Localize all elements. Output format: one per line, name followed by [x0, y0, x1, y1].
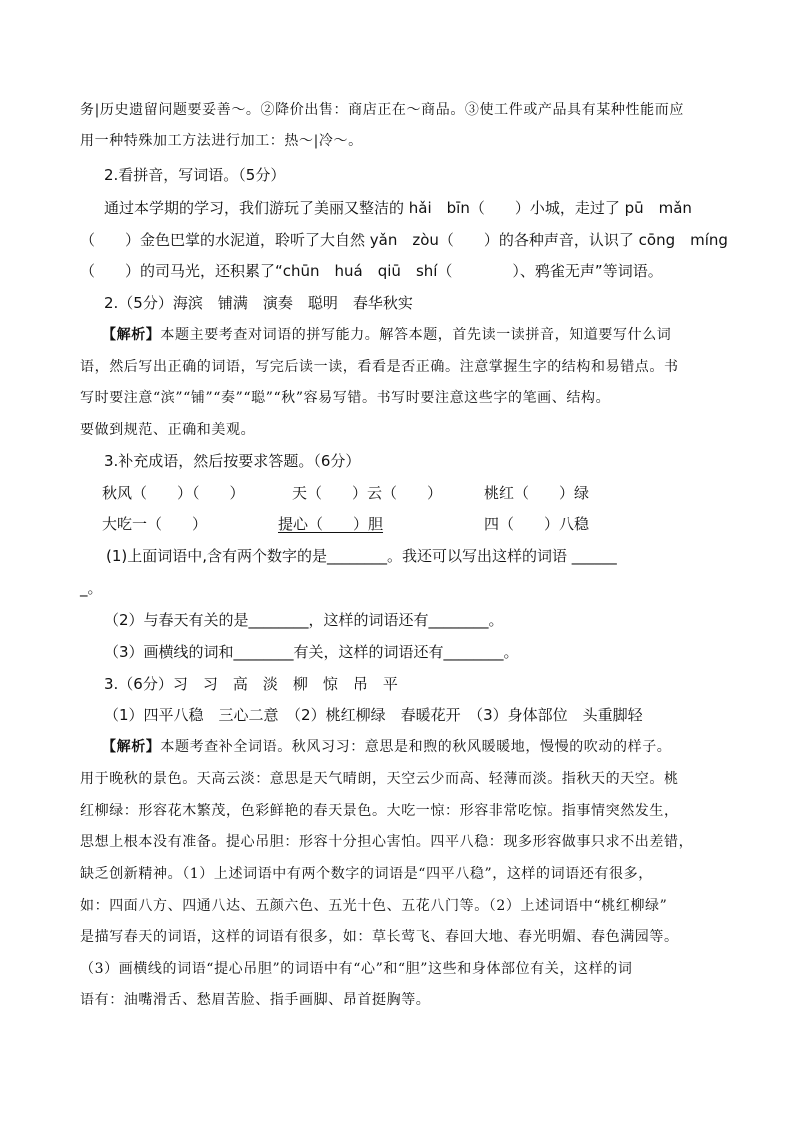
- q3-analysis-line-4: 思想上根本没有准备。提心吊胆：形容十分担心害怕。四平八稳：现多形容做事只求不出差错，: [80, 834, 694, 850]
- q3-analysis-line-2: 用于晚秋的景色。天高云淡：意思是天气晴朗，天空云少而高、轻薄而淡。指秋天的天空。桃: [80, 771, 679, 787]
- q3-answer-detail: （1）四平八稳 三心二意 （2）桃红柳绿 春暖花开 （3）身体部位 头重脚轻: [104, 706, 643, 724]
- q3-sub-question-2: （2）与春天有关的是________，这样的词语还有________。: [104, 611, 504, 629]
- q3-analysis-line-1: 【解析】本题考查补全词语。秋风习习：意思是和煦的秋风暖暖地，慢慢的吹动的样子。: [102, 739, 672, 755]
- q2-question-line-2: （ ）金色巴掌的水泥道，聆听了大自然 yǎn zòu（ ）的各种声音，认识了 cōng míng: [80, 231, 728, 249]
- q2-question-line-1: 通过本学期的学习，我们游玩了美丽又整洁的 hǎi bīn（ ）小城，走过了 pū mǎn: [104, 199, 692, 217]
- q3-sub-question-1-cont: _。: [80, 579, 103, 597]
- intro-line-1: 务|历史遗留问题要妥善～。②降价出售：商店正在～商品。③使工件或产品具有某种性能而应: [80, 102, 684, 118]
- q3-analysis-line-5: 缺乏创新精神。（1）上述词语中有两个数字的词语是“四平八稳”，这样的词语还有很多，: [80, 866, 653, 882]
- q2-analysis-line-1: 【解析】本题主要考查对词语的拼写能力。解答本题，首先读一读拼音，知道要写什么词: [102, 327, 672, 343]
- q2-heading: 2.看拼音，写词语。（5分）: [104, 166, 286, 184]
- q3-sub-question-1: (1)上面词语中,含有两个数字的是________。我还可以写出这样的词语 ______: [106, 547, 617, 565]
- q3-analysis-line-9: 语有：油嘴滑舌、愁眉苦脸、指手画脚、昂首挺胸等。: [80, 992, 431, 1008]
- analysis-label: 【解析】: [102, 327, 161, 343]
- q3-analysis-line-3: 红柳绿：形容花木繁茂，色彩鲜艳的春天景色。大吃一惊：形容非常吃惊。指事情突然发生，: [80, 803, 679, 819]
- q3-heading: 3.补充成语，然后按要求答题。（6分）: [104, 452, 361, 470]
- q2-question-line-3: （ ）的司马光，还积累了“chūn huá qiū shí（ ）、鸦雀无声”等词语。: [80, 262, 663, 280]
- intro-line-2: 用一种特殊加工方法进行加工：热～|冷～。: [80, 133, 363, 149]
- underlined-idiom: 提心（ ）胆: [278, 515, 384, 533]
- idiom-blank: 大吃一（ ）: [102, 515, 208, 533]
- q3-analysis-line-8: （3）画横线的词语“提心吊胆”的词语中有“心”和“胆”这些和身体部位有关，这样的词: [80, 961, 633, 977]
- q2-analysis-line-3: 写时要注意“滨”“铺”“奏”“聪”“秋”容易写错。书写时要注意这些字的笔画、结构。: [80, 390, 611, 406]
- q2-analysis-line-2: 语，然后写出正确的词语，写完后读一读，看看是否正确。注意掌握生字的结构和易错点。书: [80, 359, 679, 375]
- q2-answer: 2.（5分）海滨 铺满 演奏 聪明 春华秋实: [104, 294, 413, 312]
- q3-answer: 3.（6分）习 习 高 淡 柳 惊 吊 平: [104, 675, 398, 693]
- q3-analysis-line-7: 是描写春天的词语，这样的词语有很多，如：草长莺飞、春回大地、春光明媚、春色满园等。: [80, 929, 679, 945]
- q3-idiom-row-2: [102, 513, 589, 535]
- idiom-blank: 秋风（ ）（ ）: [102, 484, 245, 502]
- q3-idiom-row-1: [102, 482, 589, 504]
- q2-analysis-line-4: 要做到规范、正确和美观。: [80, 422, 256, 438]
- idiom-blank: 四（ ）八稳: [484, 515, 590, 533]
- analysis-label: 【解析】: [102, 739, 161, 755]
- q3-sub-question-3: （3）画横线的词和________有关，这样的词语还有________。: [104, 643, 519, 661]
- idiom-blank: 天（ ）云（ ）: [292, 484, 443, 502]
- idiom-blank: 桃红（ ）绿: [484, 484, 590, 502]
- q3-analysis-line-6: 如：四面八方、四通八达、五颜六色、五光十色、五花八门等。（2）上述词语中“桃红柳绿”: [80, 898, 668, 914]
